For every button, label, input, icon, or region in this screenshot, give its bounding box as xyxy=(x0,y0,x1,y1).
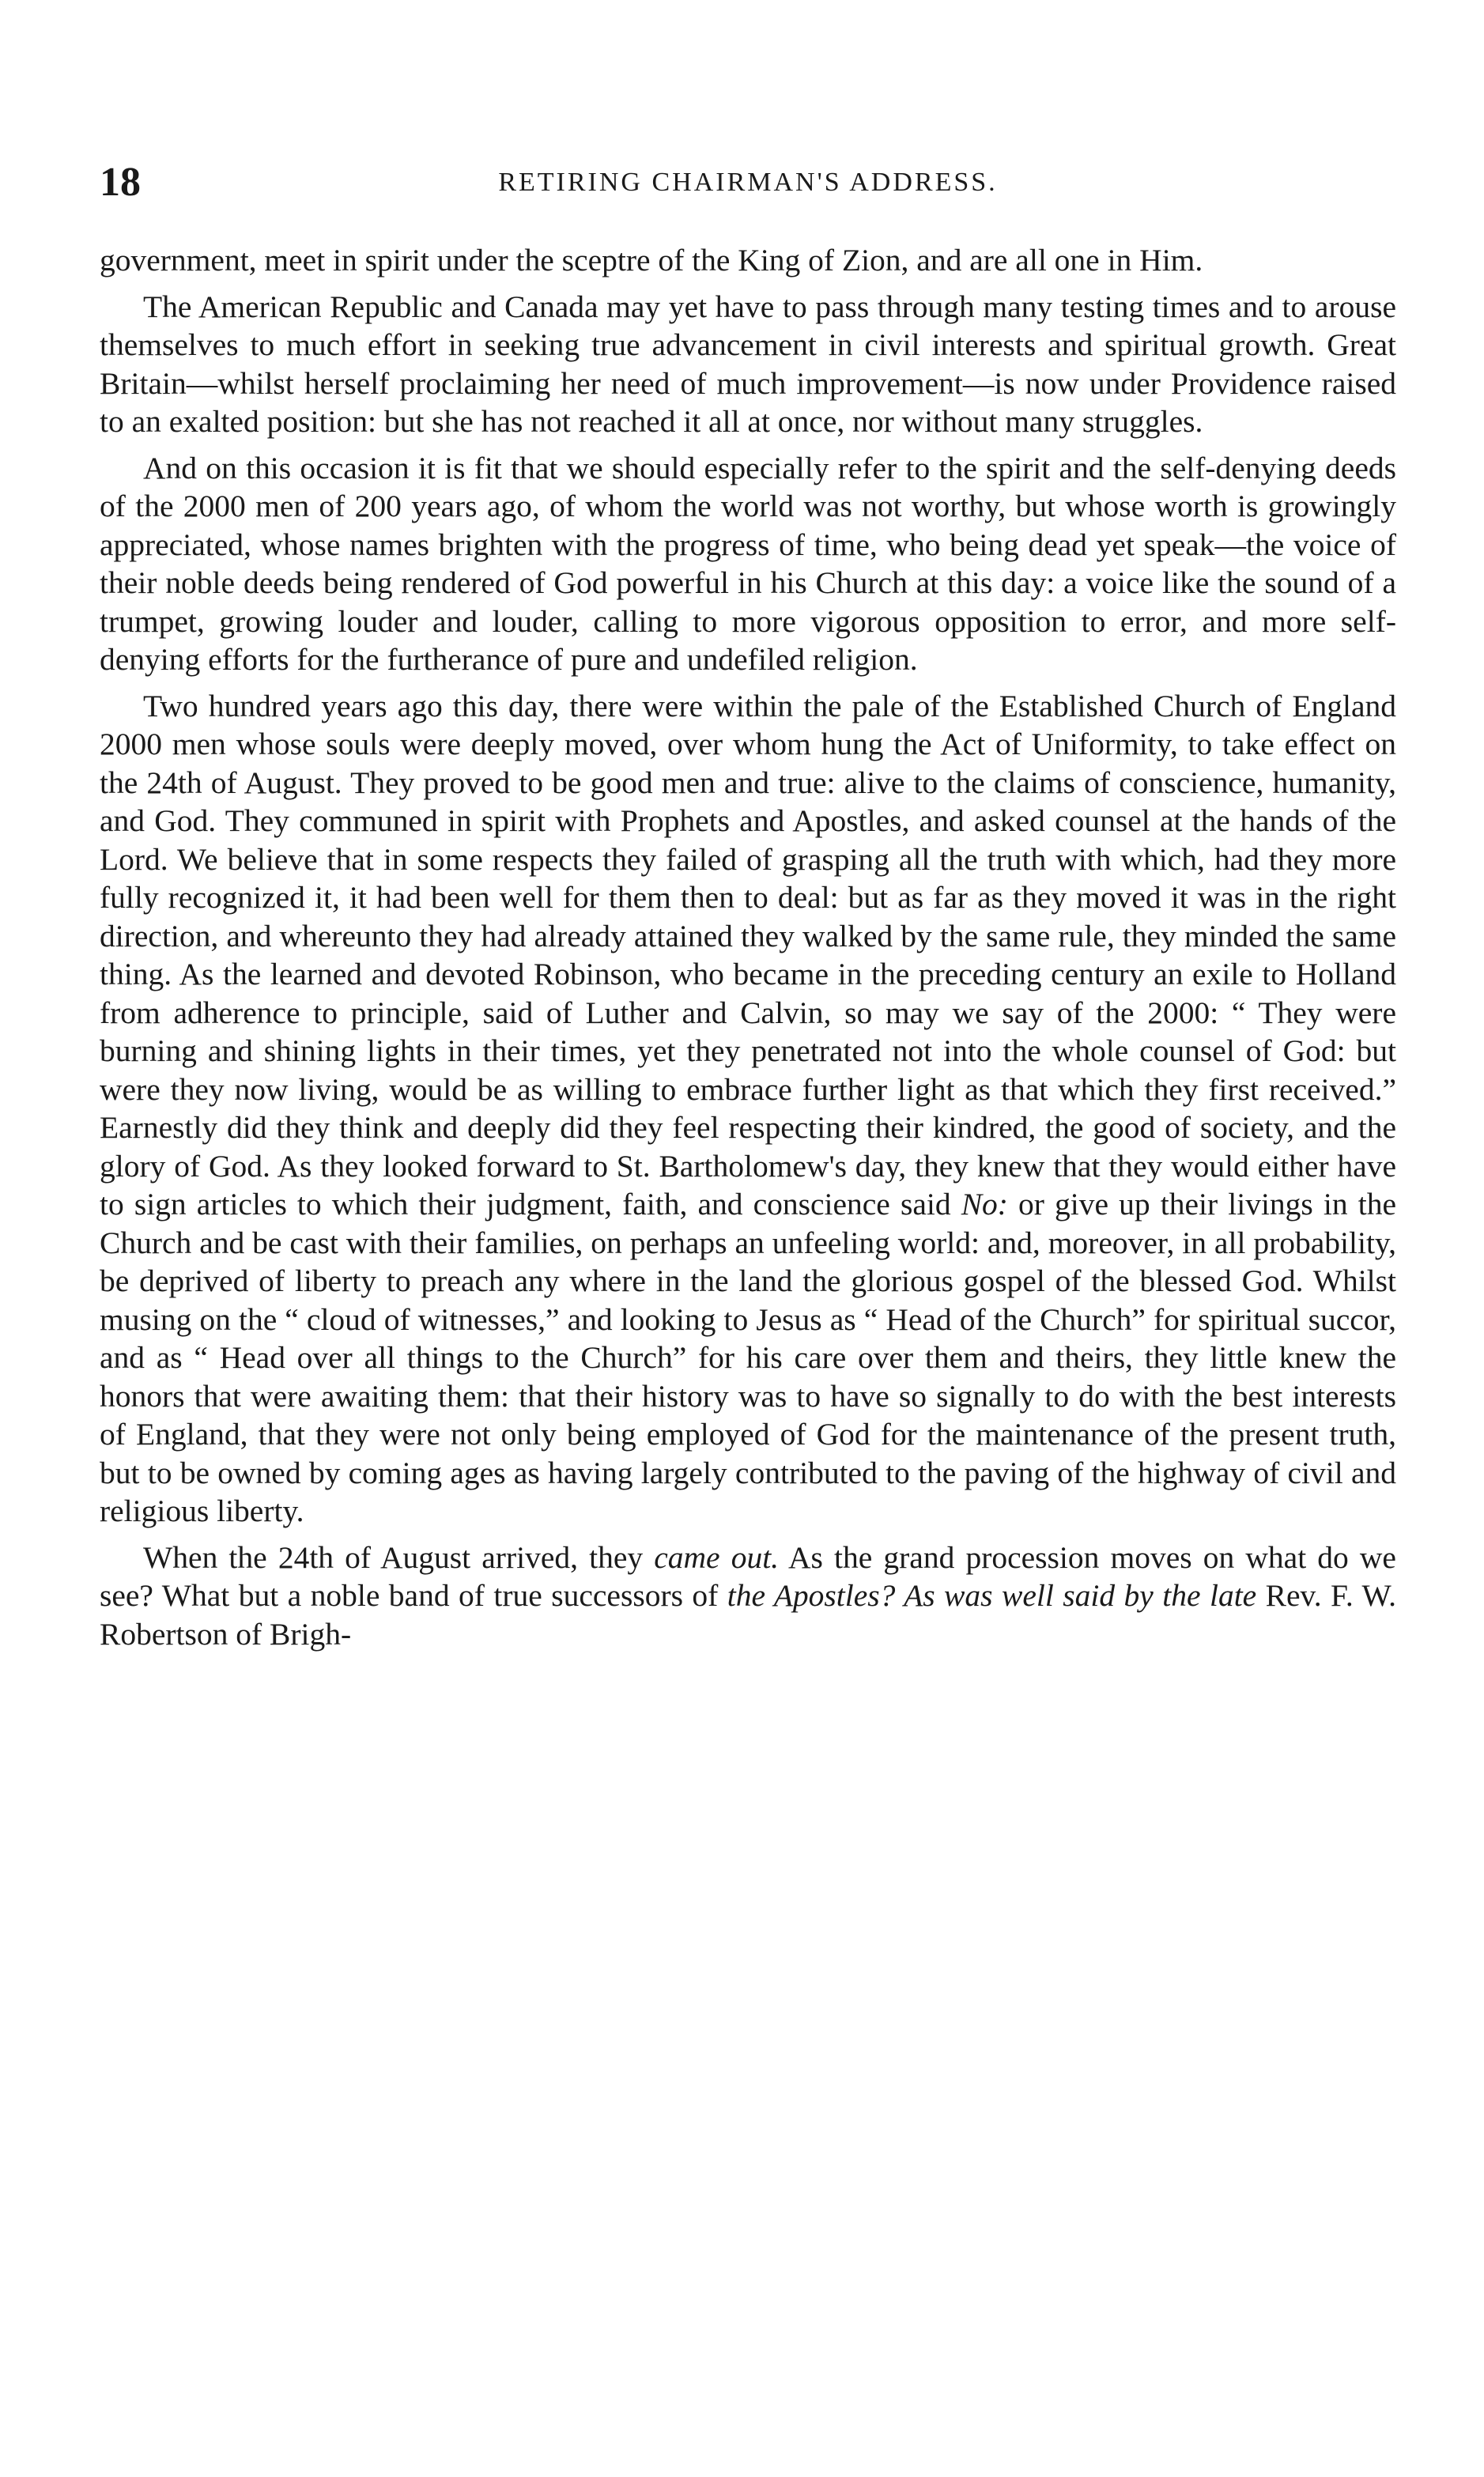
paragraph-text: And on this occasion it is fit that we should especially refer to the spirit and the self-denying deeds of the 2000 men of 200 years ago, of whom the world was not worthy, but whose worth is growingly appreciated, whose names brighten with the progress of time, who being dead yet speak—the voice of their noble deeds being rendered of God powerful in his Church at this day: a voice like the sound of a trumpet, growing louder and louder, calling to more vigorous opposition to error, and more self-denying efforts for the furtherance of pure and undefiled religion. xyxy=(100,450,1396,677)
running-title: RETIRING CHAIRMAN'S ADDRESS. xyxy=(498,168,998,197)
paragraph-text: Two hundred years ago this day, there were within the pale of the Established Church of England 2000 men whose souls were deeply moved, over whom hung the Act of Uniformity, to take effect on the 24th of August. They proved to be good men and true: alive to the claims of conscience, humanity, and God. They communed in spirit with Prophets and Apostles, and asked counsel at the hands of the Lord. We believe that in some respects they failed of grasping all the truth with which, had they more fully recognized it, it had been well for them then to deal: but as far as they moved it was in the right direction, and whereunto they had already attained they walked by the same rule, they minded the same thing. As the learned and devoted Robinson, who became in the preceding century an exile to Holland from adherence to principle, said of Luther and Calvin, so may we say of the 2000: “ They were burning and shining lights in their times, yet they penetrated not into the whole counsel of God: but were they now living, would be as willing to embrace further light as that which they first received.” Earnestly did they think and deeply did they feel respecting their kindred, the good of society, and the glory of God. As they looked forward to St. Bartholomew's day, they knew that they would either have to sign articles to which their judgment, faith, and conscience said xyxy=(100,688,1396,1222)
paragraph xyxy=(100,687,1396,1531)
page-number: 18 xyxy=(100,160,141,205)
body-text xyxy=(100,241,1396,1653)
paragraph xyxy=(100,449,1396,679)
paragraph xyxy=(100,1539,1396,1654)
paragraph-text: As the grand procession moves on what do we see? What but a noble band of true successors of xyxy=(100,1539,1396,1613)
italic-text: the Apostles? As was well said by the late xyxy=(727,1578,1257,1613)
italic-text: No: xyxy=(961,1187,1008,1222)
paragraph-text: Rev. F. W. Robertson of Brigh- xyxy=(100,1578,1397,1652)
italic-text: came out. xyxy=(654,1539,780,1575)
running-head xyxy=(100,155,1396,210)
book-page xyxy=(100,0,1396,2477)
paragraph-text: government, meet in spirit under the sceptre of the King of Zion, and are all one in Him. xyxy=(100,243,1203,278)
paragraph-text: When the 24th of August arrived, they xyxy=(143,1539,655,1575)
paragraph xyxy=(100,288,1396,441)
paragraph-text: or give up their livings in the Church and be cast with their families, on perhaps an unfeeling world: and, moreover, in all probability, be deprived of liberty to preach any where in the land the glorious gospel of the blessed God. Whilst musing on the “ cloud of witnesses,” and looking to Jesus as “ Head of the Church” for spiritual succor, and as “ Head over all things to the Church” for his care over them and theirs, they little knew the honors that were awaiting them: that their history was to have so signally to do with the best interests of England, that they were not only being employed of God for the maintenance of the present truth, but to be owned by coming ages as having largely contributed to the paving of the highway of civil and religious liberty. xyxy=(100,1187,1396,1528)
paragraph-text: The American Republic and Canada may yet have to pass through many testing times and to arouse themselves to much effort in seeking true advancement in civil interests and spiritual growth. Great Britain—whilst herself proclaiming her need of much improvement—is now under Providence raised to an exalted position: but she has not reached it all at once, nor without many struggles. xyxy=(100,289,1396,439)
paragraph xyxy=(100,241,1396,280)
